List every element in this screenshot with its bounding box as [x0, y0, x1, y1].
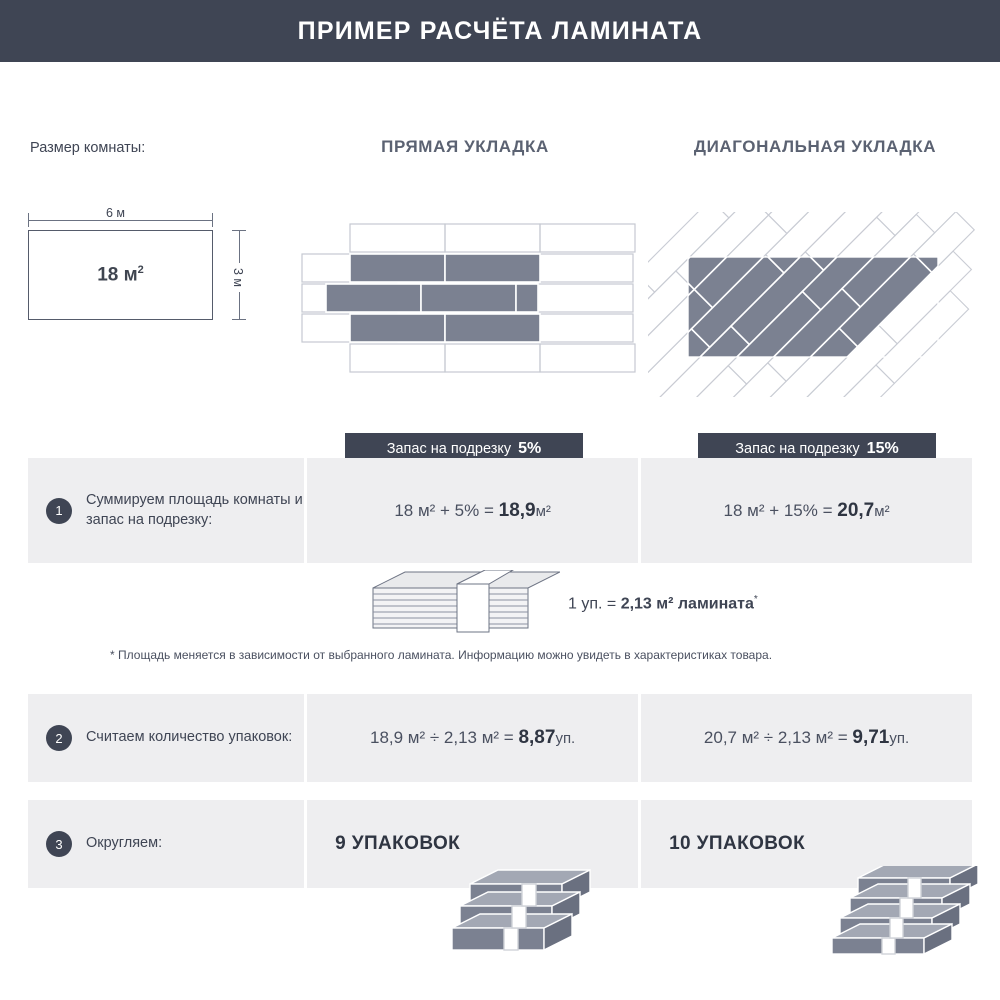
step-2-straight-calc — [370, 727, 575, 749]
straight-reserve-value: 5% — [518, 440, 542, 457]
step-1-diagonal-expr: 18 м² + 15% = — [723, 500, 838, 520]
room-rectangle — [28, 230, 213, 320]
dimension-line — [28, 220, 213, 221]
diagonal-reserve-value: 15% — [866, 440, 899, 457]
pack-area-text — [568, 594, 758, 613]
room-area-unit-sup: 2 — [137, 263, 144, 276]
diagonal-planks-svg — [648, 212, 988, 397]
step-1-straight-cell — [307, 458, 638, 563]
pack-svg — [345, 570, 560, 638]
step-3-label-cell — [28, 800, 304, 888]
step-1-label-cell — [28, 458, 304, 563]
step-1-straight-expr: 18 м² + 5% = — [394, 500, 499, 520]
room-diagram — [28, 202, 258, 382]
diagonal-packs-stack — [832, 866, 1000, 961]
step-2-diagonal-result: 9,71 — [852, 727, 890, 748]
step-1-straight-result: 18,9 — [498, 499, 536, 521]
step-2-diagonal-calc — [704, 727, 909, 749]
packs-stack-left-svg — [452, 866, 622, 956]
diagonal-reserve-label: Запас на подрезку — [735, 441, 860, 457]
step-2-straight-result: 8,87 — [518, 727, 556, 748]
step-1-diagonal-cell — [641, 458, 972, 563]
step-2-diagonal-unit: уп. — [889, 730, 910, 747]
straight-layout-diagram — [298, 222, 638, 382]
straight-packs-stack — [452, 866, 622, 961]
dimension-tick-bottom — [232, 319, 246, 320]
packs-stack-right-svg — [832, 866, 1000, 956]
page-header — [0, 0, 1000, 62]
straight-layout-title: ПРЯМАЯ УКЛАДКА — [381, 137, 549, 156]
room-area-value — [97, 264, 144, 286]
dimension-tick-left — [28, 213, 29, 227]
step-3-diagonal-result: 10 УПАКОВОК — [669, 833, 806, 854]
step-row-2 — [28, 694, 972, 782]
diagonal-layout-diagram — [648, 212, 988, 392]
pack-text-value: 2,13 м² — [620, 595, 674, 613]
step-3-straight-result: 9 УПАКОВОК — [335, 833, 461, 854]
dimension-tick-right — [212, 213, 213, 227]
room-height-value: 3 м — [231, 263, 245, 292]
step-3-number: 3 — [46, 831, 72, 857]
step-2-text: Считаем количество упаковок: — [86, 729, 293, 746]
step-2-straight-unit: уп. — [555, 730, 576, 747]
room-width-value: 6 м — [100, 206, 131, 220]
diagonal-layout-title: ДИАГОНАЛЬНАЯ УКЛАДКА — [693, 137, 937, 156]
pack-asterisk: * — [753, 594, 758, 605]
room-area-number: 18 м — [97, 264, 138, 286]
laminate-pack-illustration — [345, 570, 560, 643]
step-1-straight-unit: м² — [535, 502, 551, 520]
step-1-diagonal-unit: м² — [874, 502, 890, 520]
step-1-number: 1 — [46, 498, 72, 524]
step-3-text: Округляем: — [86, 835, 163, 852]
step-row-1 — [28, 458, 972, 563]
step-1-diagonal-calc — [724, 500, 890, 522]
top-section — [0, 62, 1000, 457]
pack-text-prefix: 1 уп. = — [568, 595, 621, 613]
dimension-tick-top — [232, 230, 246, 231]
footnote-text: * Площадь меняется в зависимости от выбранного ламината. Информацию можно увидеть в характеристиках товара. — [110, 648, 773, 662]
straight-planks-svg — [298, 222, 638, 382]
room-height-dimension — [224, 230, 254, 320]
step-2-diagonal-cell — [641, 694, 972, 782]
step-2-straight-cell — [307, 694, 638, 782]
step-1-diagonal-result: 20,7 — [837, 499, 875, 521]
page-title: ПРИМЕР РАСЧЁТА ЛАМИНАТА — [297, 16, 703, 45]
step-1-straight-calc — [394, 500, 551, 522]
room-width-dimension — [28, 202, 213, 228]
step-2-diagonal-expr: 20,7 м² ÷ 2,13 м² = — [703, 728, 853, 747]
room-size-label: Размер комнаты: — [30, 140, 146, 156]
pack-info-row — [0, 570, 1000, 640]
step-2-number: 2 — [46, 725, 72, 751]
step-2-label-cell — [28, 694, 304, 782]
step-2-straight-expr: 18,9 м² ÷ 2,13 м² = — [369, 728, 519, 747]
straight-reserve-label: Запас на подрезку — [386, 441, 512, 457]
step-1-text: Суммируем площадь комнаты и запас на подрезку: — [86, 491, 303, 528]
pack-text-suffix: ламината — [673, 595, 754, 613]
